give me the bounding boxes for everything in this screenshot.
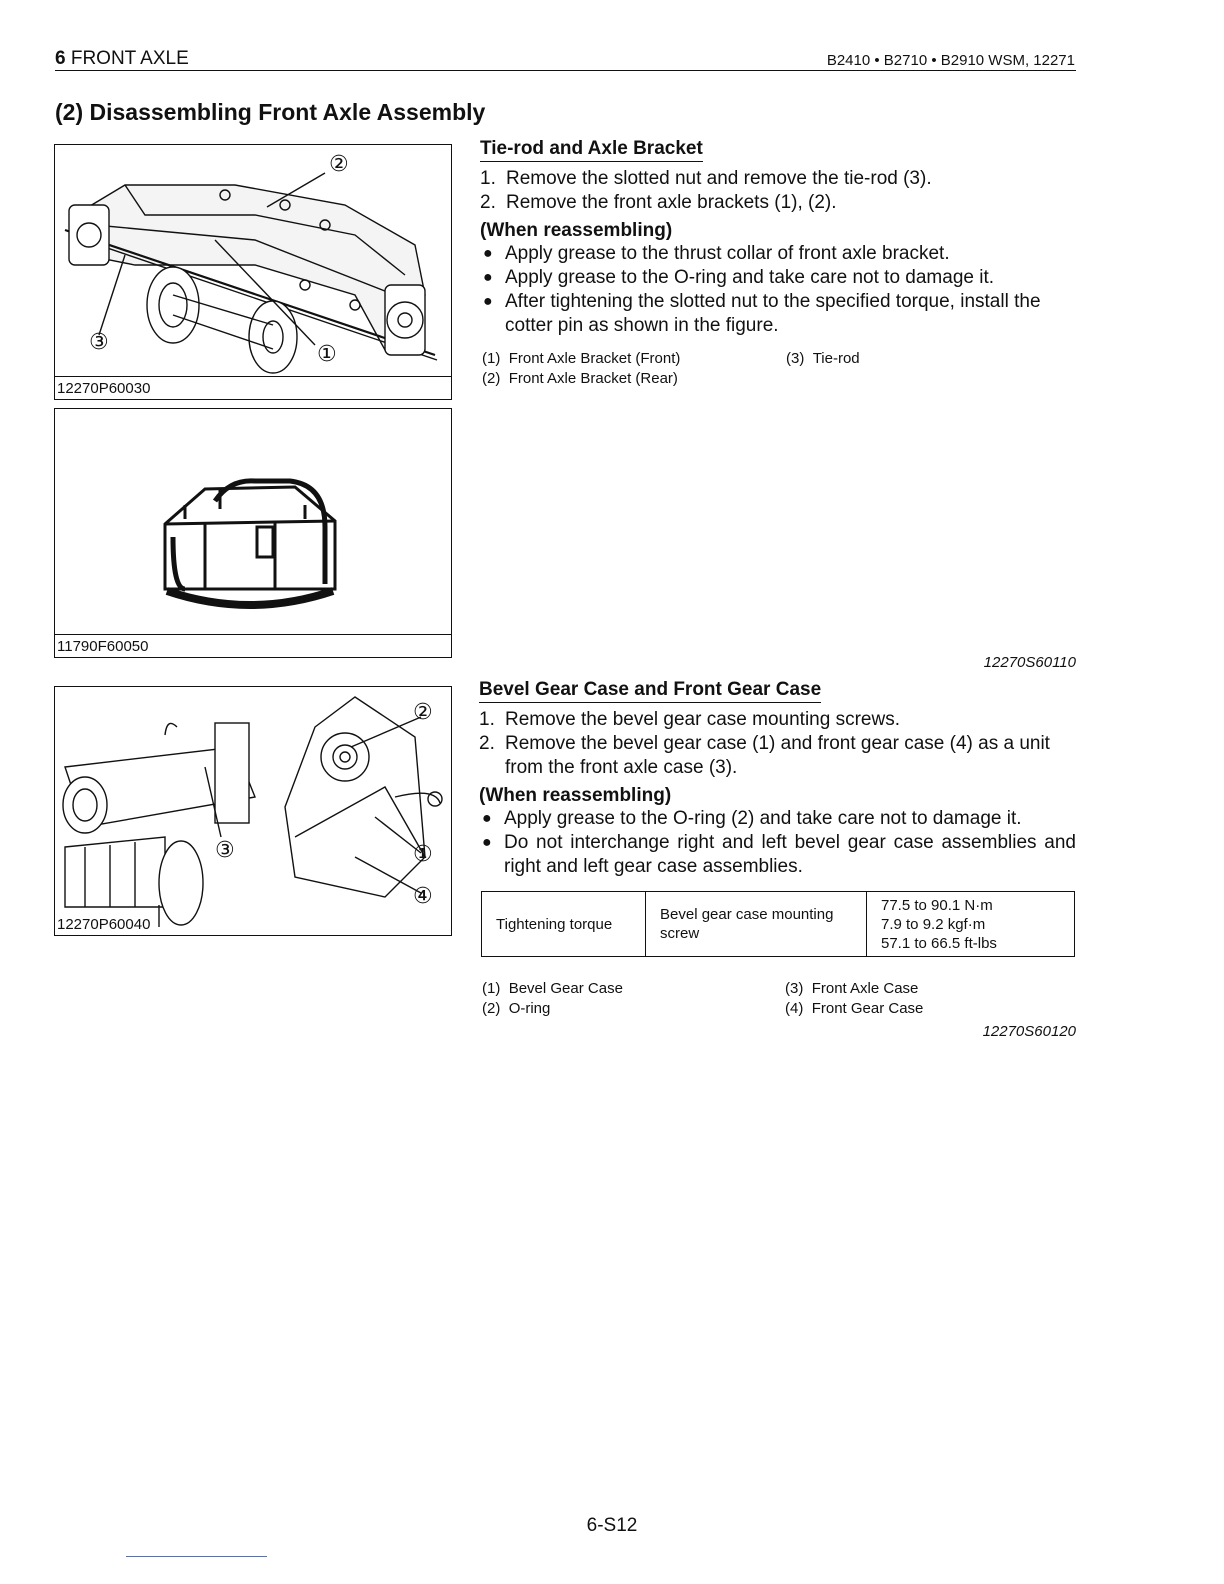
legend-item: (4) Front Gear Case (785, 1000, 924, 1017)
legend-item: (1) Front Axle Bracket (Front) (482, 350, 681, 367)
torque-values: 77.5 to 90.1 N·m 7.9 to 9.2 kgf·m 57.1 to 66.5 ft-lbs (867, 892, 1075, 957)
note-list (480, 242, 1076, 338)
section-bevel-gear (479, 679, 1076, 879)
callout-4: ④ (413, 883, 433, 908)
legend-bevel (482, 979, 1076, 1021)
reference-code: 12270S60120 (982, 1023, 1076, 1040)
step-item: 1. Remove the slotted nut and remove the tie-rod (3). (480, 168, 932, 189)
callout-1: ① (413, 841, 433, 866)
running-header-section (55, 48, 189, 70)
callout-2: ② (329, 151, 349, 176)
torque-item: Bevel gear case mounting screw (646, 892, 867, 957)
header-rule (55, 70, 1076, 71)
figure-code: 11790F60050 (57, 638, 149, 655)
reassembling-heading: (When reassembling) (480, 220, 673, 241)
callout-3: ③ (215, 837, 235, 862)
table-row (482, 892, 1075, 957)
section-number: 6 (55, 48, 66, 69)
step-item: 1. Remove the bevel gear case mounting screws. (479, 709, 900, 730)
slotted-nut-illustration (55, 409, 451, 657)
reassembling-heading: (When reassembling) (479, 785, 672, 806)
legend-item: (3) Front Axle Case (785, 980, 919, 997)
reference-code: 12270S60110 (983, 654, 1076, 671)
legend-item: (1) Bevel Gear Case (482, 980, 623, 997)
note-item: ● Apply grease to the thrust collar of front axle bracket. (483, 243, 950, 264)
legend-item: (3) Tie-rod (786, 350, 860, 367)
callout-2: ② (413, 699, 433, 724)
torque-table (481, 891, 1075, 957)
figure-code-rule (55, 634, 451, 635)
figure-cotter-pin (54, 408, 452, 658)
document-reference: B2410 • B2710 • B2910 WSM, 12271 (826, 52, 1075, 69)
figure-code: 12270P60030 (57, 380, 151, 397)
step-item: 2. Remove the front axle brackets (1), (2). (480, 192, 837, 213)
note-item: ● Apply grease to the O-ring and take care not to damage it. (483, 267, 995, 288)
note-item: ● Do not interchange right and left bevel gear case assemblies and right and left gear case assemblies. (482, 832, 1076, 877)
legend-item: (2) Front Axle Bracket (Rear) (482, 370, 678, 387)
note-item: ● Apply grease to the O-ring (2) and take care not to damage it. (482, 808, 1022, 829)
figure-bevel-gear-case (54, 686, 452, 936)
section-name: FRONT AXLE (70, 48, 189, 69)
page-title: (2) Disassembling Front Axle Assembly (55, 99, 486, 125)
figure-front-axle-assembly (54, 144, 452, 400)
callout-3: ③ (89, 329, 109, 354)
step-list (479, 708, 1076, 780)
torque-label: Tightening torque (482, 892, 646, 957)
bottom-rule (126, 1556, 267, 1557)
section-tierod (480, 138, 1076, 338)
note-item: ● After tightening the slotted nut to the specified torque, install the cotter pin as shown in the figure. (483, 291, 1041, 336)
front-axle-illustration (55, 145, 451, 399)
section-heading: Bevel Gear Case and Front Gear Case (479, 679, 821, 703)
figure-code: 12270P60040 (57, 916, 151, 933)
note-list (479, 807, 1076, 879)
section-heading: Tie-rod and Axle Bracket (480, 138, 703, 162)
step-item: 2. Remove the bevel gear case (1) and front gear case (4) as a unit from the front axle case (3). (479, 733, 1050, 778)
figure-code-rule (55, 376, 451, 377)
bevel-gear-case-illustration (55, 687, 451, 935)
step-list (480, 167, 1076, 215)
callout-1: ① (317, 341, 337, 366)
legend-tierod (482, 349, 1076, 391)
legend-item: (2) O-ring (482, 1000, 551, 1017)
page-number: 6-S12 (586, 1515, 638, 1536)
